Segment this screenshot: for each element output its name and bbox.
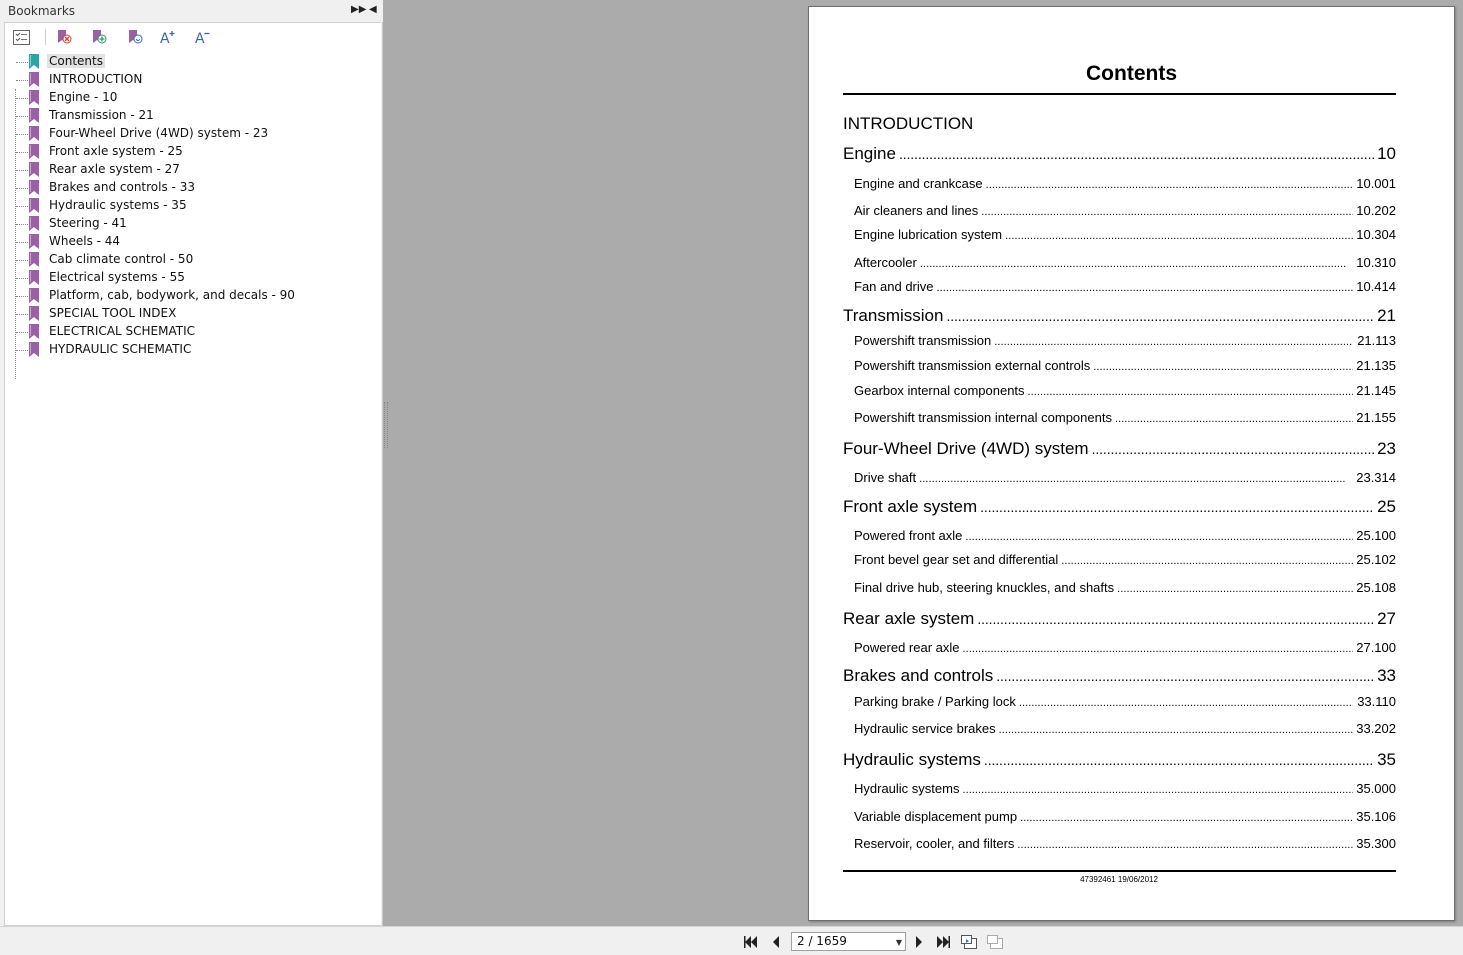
bookmark-item[interactable] [11, 53, 371, 71]
toc-leader [1117, 583, 1353, 595]
toc-subsection-title: Front bevel gear set and differential [854, 552, 1059, 567]
bookmark-label: Contents [49, 54, 103, 68]
bookmark-item[interactable] [11, 251, 371, 269]
bookmark-item[interactable] [11, 71, 371, 89]
toc-section[interactable] [843, 439, 1396, 459]
toc-subsection[interactable] [854, 528, 1396, 543]
toc-subsection-title: Powershift transmission [854, 333, 992, 348]
previous-view-icon[interactable] [960, 933, 978, 951]
bookmark-label: Electrical systems - 55 [49, 270, 185, 284]
toc-leader [1028, 386, 1353, 398]
toc-subsection[interactable] [854, 279, 1396, 294]
toc-subsection-title: Reservoir, cooler, and filters [854, 836, 1015, 851]
tree-connector [16, 152, 28, 153]
toc-subsection[interactable] [854, 694, 1396, 709]
toc-leader [1061, 555, 1353, 567]
bookmarks-title: Bookmarks [8, 4, 76, 18]
bookmark-item[interactable] [11, 161, 371, 179]
toc-section-title: Front axle system [843, 497, 978, 516]
title-rule [843, 93, 1396, 95]
add-bookmark-icon[interactable] [89, 27, 109, 47]
tree-connector [16, 206, 28, 207]
bookmark-label: Transmission - 21 [49, 108, 154, 122]
toc-subsection-number: 35.000 [1356, 781, 1396, 796]
tree-connector [16, 332, 28, 333]
tree-connector [16, 350, 28, 351]
toc-subsection-title: Aftercooler [854, 255, 917, 270]
page-number-input[interactable] [791, 932, 906, 951]
toc-leader [977, 611, 1374, 627]
toc-subsection[interactable] [854, 781, 1396, 796]
toc-introduction[interactable]: INTRODUCTION [843, 114, 974, 133]
toc-leader [899, 146, 1374, 162]
page-footer: 47392461 19/06/2012 [1080, 875, 1158, 884]
next-page-icon[interactable] [910, 933, 928, 951]
bookmark-icon [29, 180, 39, 195]
toc-leader [963, 643, 1354, 655]
bookmark-item[interactable] [11, 341, 371, 359]
toc-subsection-number: 10.304 [1356, 227, 1396, 242]
toc-subsection[interactable] [854, 470, 1396, 485]
toc-leader [999, 724, 1353, 736]
toc-subsection-number: 21.155 [1356, 410, 1396, 425]
panel-splitter[interactable] [384, 402, 388, 448]
document-page [808, 6, 1455, 921]
toc-section-title: Four-Wheel Drive (4WD) system [843, 439, 1089, 458]
toc-subsection-number: 21.135 [1356, 358, 1396, 373]
toc-subsection[interactable] [854, 836, 1396, 851]
toc-subsection-title: Powershift transmission external controls [854, 358, 1091, 373]
bookmark-item[interactable] [11, 215, 371, 233]
bookmarks-toolbar [5, 23, 381, 51]
toc-section[interactable] [843, 666, 1396, 686]
toc-subsection[interactable] [854, 203, 1396, 218]
bookmark-label: Wheels - 44 [49, 234, 121, 248]
toc-leader [920, 258, 1353, 270]
toc-section-number: 27 [1377, 609, 1396, 628]
toc-leader [1019, 697, 1353, 709]
toc-leader [1092, 441, 1374, 457]
toc-subsection-title: Engine lubrication system [854, 227, 1003, 242]
toc-section-title: Engine [843, 144, 896, 163]
tree-connector [16, 170, 28, 171]
tree-connector [16, 314, 28, 315]
bookmark-icon [29, 90, 39, 105]
bookmark-label: Cab climate control - 50 [49, 252, 194, 266]
bookmark-item[interactable] [11, 143, 371, 161]
bookmark-icon [29, 162, 39, 177]
toc-subsection[interactable] [854, 358, 1396, 373]
toc-subsection-title: Drive shaft [854, 470, 917, 485]
toc-leader [994, 336, 1353, 348]
toc-subsection-number: 10.414 [1356, 279, 1396, 294]
toc-section-number: 23 [1377, 439, 1396, 458]
toc-subsection-title: Engine and crankcase [854, 176, 983, 191]
toc-leader [1093, 361, 1353, 373]
tree-connector [16, 224, 28, 225]
chevron-down-icon[interactable]: ▼ [895, 938, 902, 947]
toc-subsection-number: 25.100 [1356, 528, 1396, 543]
bookmark-item[interactable] [11, 269, 371, 287]
toc-section[interactable] [843, 497, 1396, 517]
tree-connector [16, 296, 28, 297]
toc-subsection[interactable] [854, 410, 1396, 425]
toc-section[interactable] [843, 306, 1396, 326]
bookmarks-content [4, 22, 381, 926]
toc-section[interactable] [843, 609, 1396, 629]
toc-leader [986, 179, 1353, 191]
bookmark-properties-icon[interactable] [125, 27, 145, 47]
bookmark-icon [29, 234, 39, 249]
tree-connector [16, 188, 28, 189]
toc-subsection-number: 27.100 [1356, 640, 1396, 655]
tree-connector [16, 98, 28, 99]
toc-subsection-title: Powered front axle [854, 528, 963, 543]
toc-subsection-number: 35.300 [1356, 836, 1396, 851]
toc-subsection[interactable] [854, 552, 1396, 567]
tree-connector [16, 80, 28, 81]
toc-section-number: 25 [1377, 497, 1396, 516]
toc-subsection-number: 21.113 [1357, 333, 1396, 348]
bookmark-icon [29, 306, 39, 321]
bookmark-icon [29, 216, 39, 231]
bookmark-item[interactable] [11, 323, 371, 341]
bookmark-label: SPECIAL TOOL INDEX [49, 306, 177, 320]
bookmark-icon [29, 324, 39, 339]
bookmark-item[interactable] [11, 179, 371, 197]
bookmark-label: Steering - 41 [49, 216, 127, 230]
toc-leader [984, 752, 1374, 768]
bookmark-icon [29, 252, 39, 267]
toc-leader [1115, 413, 1353, 425]
page-title: Contents [1086, 62, 1177, 85]
toc-subsection-number: 10.202 [1356, 203, 1396, 218]
toc-subsection[interactable] [854, 227, 1396, 242]
toc-leader [946, 308, 1374, 324]
toc-section-title: Brakes and controls [843, 666, 994, 685]
bookmark-icon [29, 288, 39, 303]
toc-subsection-number: 10.310 [1356, 255, 1396, 270]
bookmark-icon [29, 270, 39, 285]
bookmark-icon [29, 198, 39, 213]
toc-section-title: Hydraulic systems [843, 750, 981, 769]
tree-connector [16, 278, 28, 279]
toc-section-title: Transmission [843, 306, 944, 325]
toc-subsection-title: Hydraulic systems [854, 781, 960, 796]
toolbar-separator [45, 29, 46, 45]
toc-section-number: 33 [1377, 666, 1396, 685]
page-navigation-bar [0, 926, 1463, 955]
toc-leader [1005, 230, 1353, 242]
toc-subsection-title: Parking brake / Parking lock [854, 694, 1016, 709]
toc-subsection-number: 33.110 [1357, 694, 1396, 709]
toc-section-number: 35 [1377, 750, 1396, 769]
footer-rule [843, 870, 1396, 872]
toc-subsection-number: 25.102 [1356, 552, 1396, 567]
bookmark-item[interactable] [11, 107, 371, 125]
next-view-icon[interactable] [986, 933, 1004, 951]
tree-connector [16, 242, 28, 243]
toc-subsection[interactable] [854, 255, 1396, 270]
decrease-font-icon[interactable] [193, 27, 213, 47]
bookmark-label: Engine - 10 [49, 90, 118, 104]
bookmark-label: Hydraulic systems - 35 [49, 198, 187, 212]
toc-subsection-number: 21.145 [1356, 383, 1396, 398]
toc-subsection-title: Variable displacement pump [854, 809, 1018, 824]
toc-leader [962, 784, 1353, 796]
panel-options-icon[interactable]: ▶▶ [351, 4, 367, 15]
toc-subsection-number: 35.106 [1356, 809, 1396, 824]
toc-leader [981, 206, 1353, 218]
bookmark-item[interactable] [11, 287, 371, 305]
bookmark-icon [29, 72, 39, 87]
last-page-icon[interactable] [934, 933, 952, 951]
toc-leader [1020, 812, 1353, 824]
toc-subsection-number: 23.314 [1356, 470, 1396, 485]
tree-connector [16, 116, 28, 117]
increase-font-icon[interactable] [158, 27, 178, 47]
bookmark-item[interactable] [11, 89, 371, 107]
toc-section-number: 10 [1377, 144, 1396, 163]
toc-leader [937, 282, 1354, 294]
bookmark-icon [29, 342, 39, 357]
bookmark-label: Four-Wheel Drive (4WD) system - 23 [49, 126, 269, 140]
toc-subsection-title: Fan and drive [854, 279, 934, 294]
bookmark-label: ELECTRICAL SCHEMATIC [49, 324, 196, 338]
toc-subsection-title: Powershift transmission internal components [854, 410, 1112, 425]
bookmark-label: Front axle system - 25 [49, 144, 183, 158]
toc-leader [919, 473, 1353, 485]
toc-subsection-title: Gearbox internal components [854, 383, 1025, 398]
toc-section[interactable] [843, 750, 1396, 770]
page-indicator: 2 / 1659 [797, 934, 847, 948]
toc-subsection[interactable] [854, 809, 1396, 824]
toc-subsection[interactable] [854, 580, 1396, 595]
bookmark-label: HYDRAULIC SCHEMATIC [49, 342, 192, 356]
toc-subsection[interactable] [854, 333, 1396, 348]
svg-text:A: A [195, 31, 205, 45]
tree-connector [16, 134, 28, 135]
bookmark-label: Rear axle system - 27 [49, 162, 180, 176]
expand-all-icon[interactable] [11, 27, 31, 47]
tree-connector [16, 260, 28, 261]
bookmark-label: INTRODUCTION [49, 72, 143, 86]
bookmark-label: Platform, cab, bodywork, and decals - 90 [49, 288, 295, 302]
toc-subsection-title: Final drive hub, steering knuckles, and shafts [854, 580, 1115, 595]
bookmarks-panel [0, 0, 383, 926]
toc-subsection-number: 10.001 [1356, 176, 1396, 191]
collapse-panel-icon[interactable]: ◀ [369, 4, 377, 15]
bookmark-item[interactable] [11, 233, 371, 251]
first-page-icon[interactable] [742, 933, 760, 951]
previous-page-icon[interactable] [767, 933, 785, 951]
toc-leader [996, 668, 1374, 684]
toc-leader [980, 499, 1374, 515]
toc-subsection-number: 33.202 [1356, 721, 1396, 736]
toc-leader [965, 531, 1353, 543]
delete-bookmark-icon[interactable] [54, 27, 74, 47]
tree-connector [16, 62, 28, 63]
toc-leader [1017, 839, 1353, 851]
toc-subsection[interactable] [854, 383, 1396, 398]
toc-section-number: 21 [1377, 306, 1396, 325]
bookmark-label: Brakes and controls - 33 [49, 180, 195, 194]
toc-section-title: Rear axle system [843, 609, 975, 628]
bookmark-icon [29, 54, 39, 69]
toc-subsection-title: Air cleaners and lines [854, 203, 979, 218]
toc-subsection-title: Powered rear axle [854, 640, 960, 655]
svg-text:A: A [160, 31, 170, 45]
toc-subsection-title: Hydraulic service brakes [854, 721, 996, 736]
bookmark-item[interactable] [11, 125, 371, 143]
toc-section[interactable] [843, 144, 1396, 164]
toc-subsection-number: 25.108 [1356, 580, 1396, 595]
bookmark-item[interactable] [11, 197, 371, 215]
toc-subsection[interactable] [854, 176, 1396, 191]
toc-subsection[interactable] [854, 640, 1396, 655]
bookmark-icon [29, 108, 39, 123]
bookmark-item[interactable] [11, 305, 371, 323]
bookmark-icon [29, 126, 39, 141]
toc-subsection[interactable] [854, 721, 1396, 736]
bookmark-icon [29, 144, 39, 159]
bookmarks-header [0, 0, 383, 22]
